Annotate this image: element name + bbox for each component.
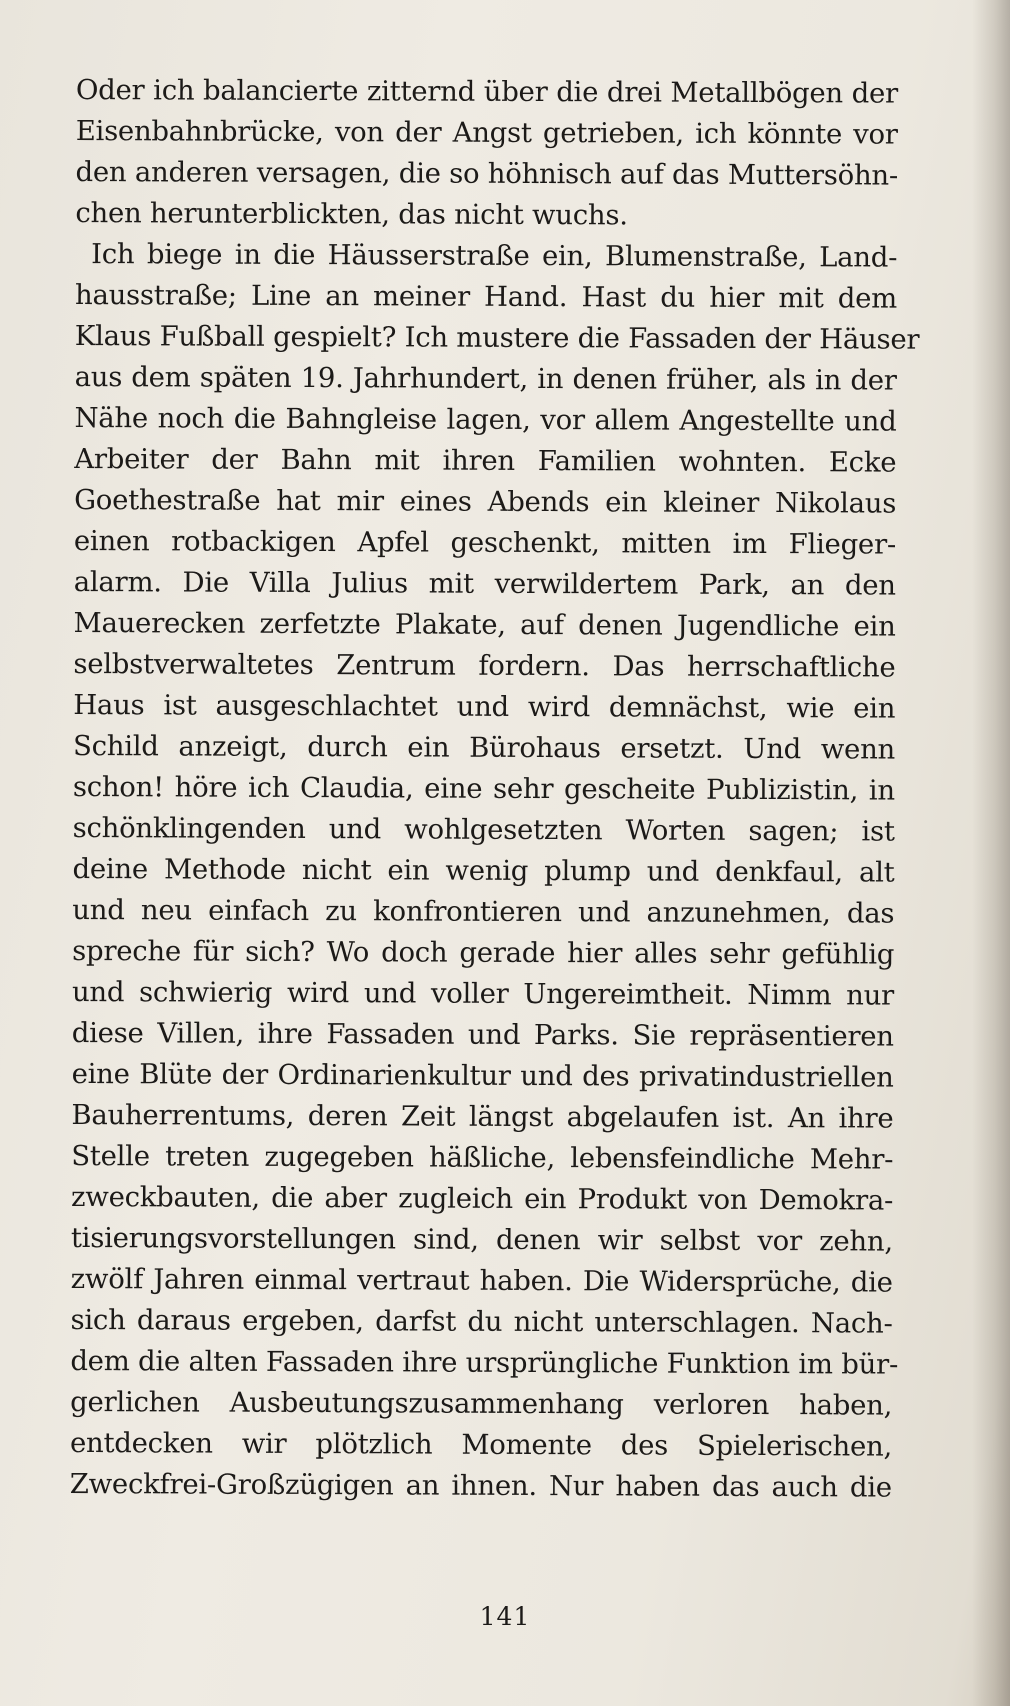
text-line: gerlichen Ausbeutungszusammenhang verloren haben, — [70, 1385, 893, 1422]
text-line: dem die alten Fassaden ihre ursprüngliche Funktion im bür- — [70, 1344, 899, 1381]
text-line: zwölf Jahren einmal vertraut haben. Die Widersprüche, die — [70, 1262, 893, 1299]
text-line: Arbeiter der Bahn mit ihren Familien wohnten. Ecke — [74, 442, 897, 479]
text-line: aus dem späten 19. Jahrhundert, in denen früher, als in der — [74, 360, 897, 397]
text-line: selbstverwaltetes Zentrum fordern. Das herrschaftliche — [73, 647, 896, 684]
text-line: deine Methode nicht ein wenig plump und denkfaul, alt — [72, 852, 895, 889]
text-line: sich daraus ergeben, darfst du nicht unterschlagen. Nach- — [70, 1303, 893, 1340]
text-line: Zweckfrei-Großzügigen an ihnen. Nur haben das auch die — [69, 1467, 892, 1504]
body-text — [69, 70, 920, 1509]
text-line: spreche für sich? Wo doch gerade hier alles sehr gefühlig — [72, 934, 895, 971]
text-line: den anderen versagen, die so höhnisch auf das Muttersöhn- — [75, 155, 899, 192]
text-line: schönklingenden und wohlgesetzten Worten sagen; ist — [72, 811, 895, 848]
text-line: Oder ich balancierte zitternd über die drei Metallbögen der — [75, 73, 898, 110]
text-line: alarm. Die Villa Julius mit verwildertem Park, an den — [73, 565, 896, 602]
text-line: Stelle treten zugegeben häßliche, lebensfeindliche Mehr- — [71, 1139, 894, 1176]
text-line: eine Blüte der Ordinarienkultur und des privatindustriellen — [71, 1057, 894, 1094]
text-line: einen rotbackigen Apfel geschenkt, mitten im Flieger- — [73, 524, 897, 561]
text-line: Goethestraße hat mir eines Abends ein kleiner Nikolaus — [74, 483, 897, 520]
text-line: hausstraße; Line an meiner Hand. Hast du hier mit dem — [74, 278, 898, 315]
text-line: tisierungsvorstellungen sind, denen wir selbst vor zehn, — [70, 1221, 893, 1258]
text-line: Haus ist ausgeschlachtet und wird demnächst, wie ein — [73, 688, 896, 725]
text-line: Ich biege in die Häusserstraße ein, Blumenstraße, Land- — [91, 238, 898, 274]
text-line: Mauerecken zerfetzte Plakate, auf denen Jugendliche ein — [73, 606, 896, 643]
text-line: und neu einfach zu konfrontieren und anzunehmen, das — [72, 893, 895, 930]
text-line: Klaus Fußball gespielt? Ich mustere die Fassaden der Häuser — [74, 319, 920, 356]
text-line: entdecken wir plötzlich Momente des Spielerischen, — [69, 1426, 893, 1463]
page-number: 141 — [479, 1602, 531, 1631]
text-line: schon! höre ich Claudia, eine sehr gescheite Publizistin, in — [72, 770, 895, 807]
text-line: Schild anzeigt, durch ein Bürohaus ersetzt. Und wenn — [72, 729, 896, 766]
text-line: Nähe noch die Bahngleise lagen, vor allem Angestellte und — [74, 401, 897, 438]
text-line: und schwierig wird und voller Ungereimtheit. Nimm nur — [71, 975, 895, 1012]
text-line: zweckbauten, die aber zugleich ein Produkt von Demokra- — [71, 1180, 894, 1217]
text-line: Bauherrentums, deren Zeit längst abgelaufen ist. An ihre — [71, 1098, 894, 1135]
text-line: Eisenbahnbrücke, von der Angst getrieben, ich könnte vor — [75, 114, 898, 151]
page-gutter-shadow — [972, 0, 1010, 1706]
text-line: diese Villen, ihre Fassaden und Parks. Sie repräsentieren — [71, 1016, 894, 1053]
text-line: chen herunterblickten, das nicht wuchs. — [75, 196, 628, 232]
